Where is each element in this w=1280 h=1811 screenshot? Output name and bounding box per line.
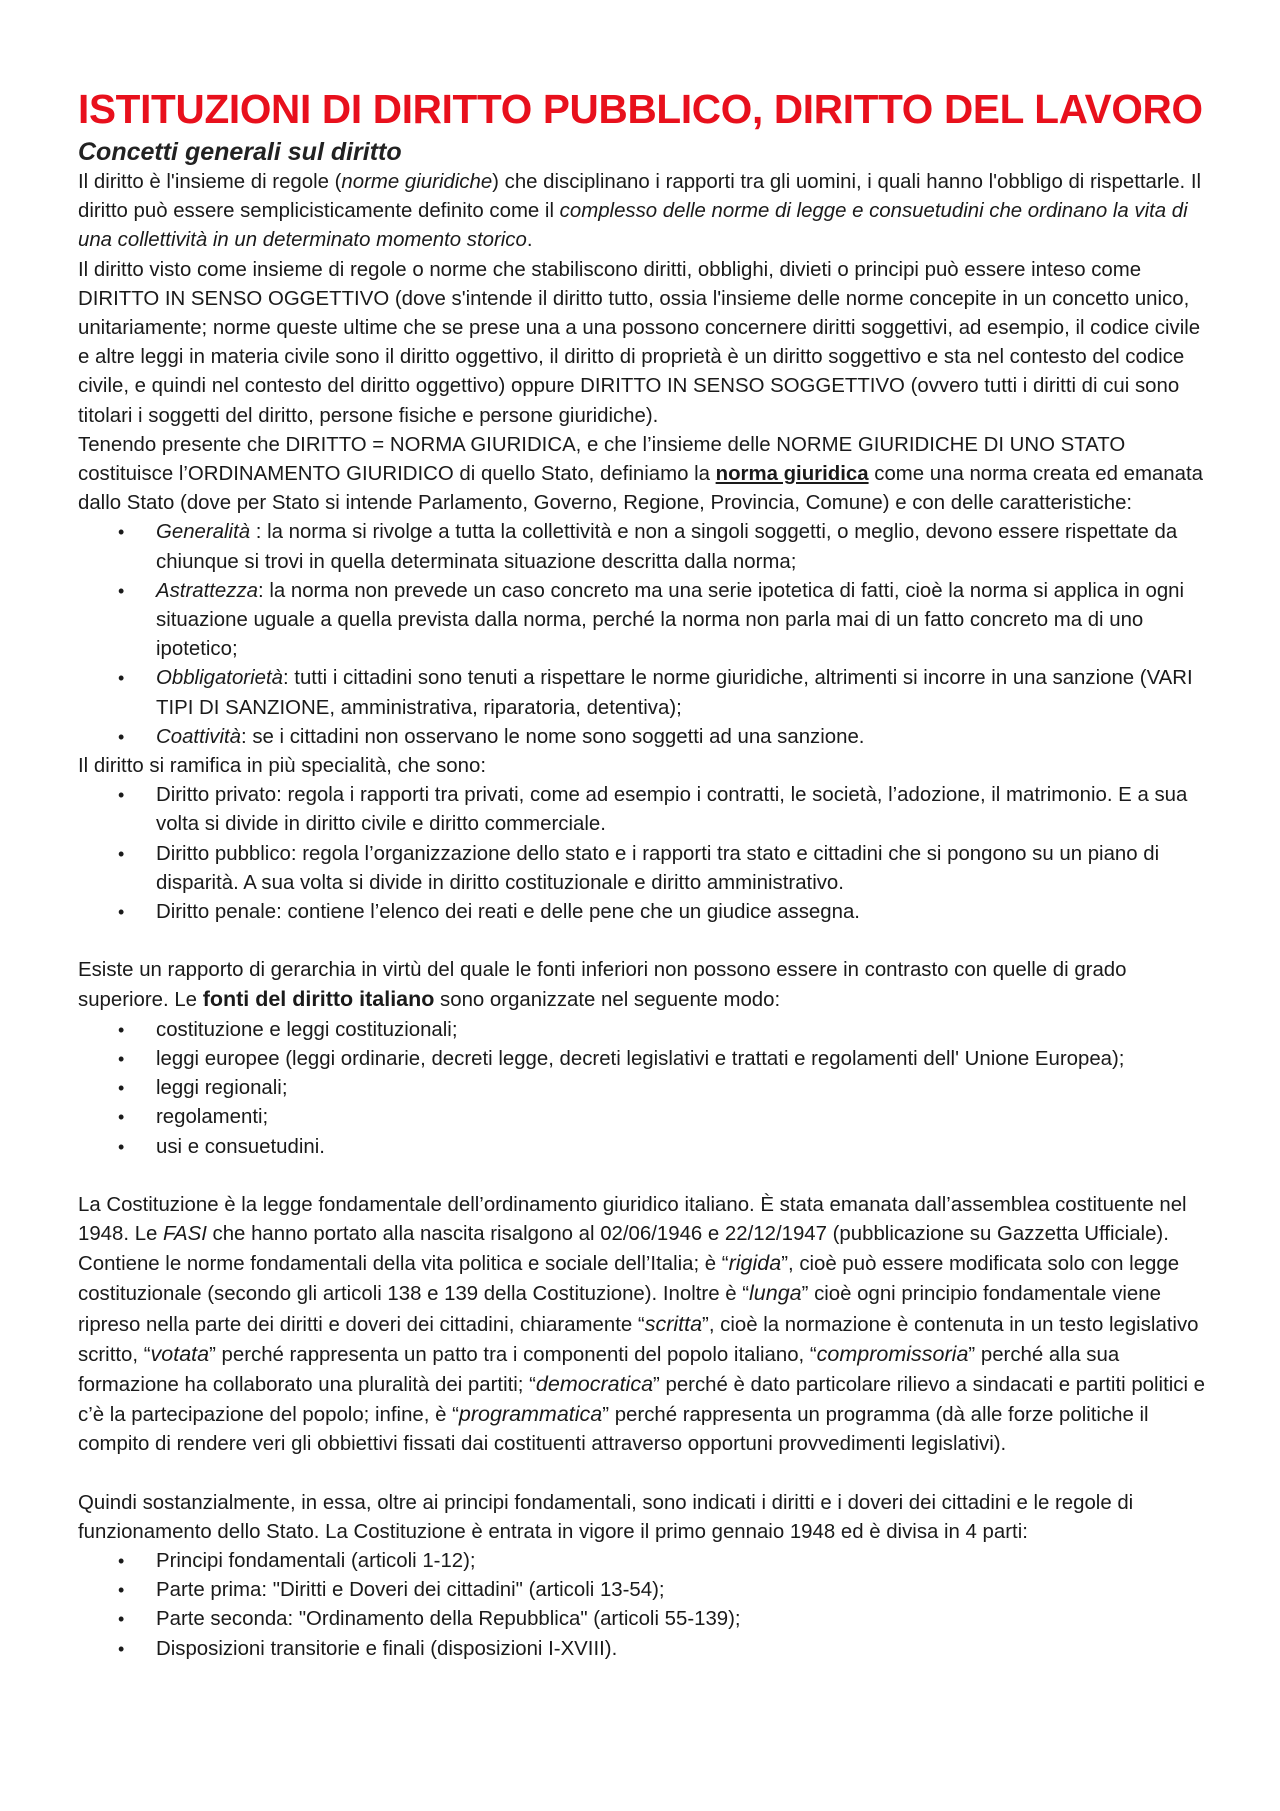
parts-list [78, 1547, 1208, 1664]
list-item: • regolamenti; [78, 1103, 1208, 1132]
bullet: • [118, 580, 125, 601]
paragraph-constitution: La Costituzione è la legge fondamentale dell’ordinamento giuridico italiano. È stata emanata dall’assemblea costituente nel 1948. Le FASI che hanno portato alla nascita risalgono al 02/06/1946 e 22/12/1947 (pubblicazione su Gazzetta Ufficiale). Contiene le norme fondamentali della vita politica e sociale dell’Italia; è “rigida”, cioè può essere modificata solo con legge costituzionale (secondo gli articoli 138 e 139 della Costituzione). Inoltre è “lunga” cioè ogni principio fondamentale viene ripreso nella parte dei diritti e doveri dei cittadini, chiaramente “scritta”, cioè la normazione è contenuta in un testo legislativo scritto, “votata” perché rappresenta un patto tra i componenti del popolo italiano, “compromissoria” perché alla sua formazione ha collaborato una pluralità dei partiti; “democratica” perché è dato particolare rilievo a sindacati e partiti politici e c’è la partecipazione del popolo; infine, è “programmatica” perché rappresenta un programma (dà alle forze politiche il compito di rendere veri gli obbiettivi fissati dai costituenti attraverso opportuni provvedimenti legislativi). [78, 1193, 1205, 1456]
list-item: • costituzione e leggi costituzionali; [78, 1016, 1208, 1045]
list-item: • Disposizioni transitorie e finali (disposizioni I-XVIII). [78, 1635, 1208, 1664]
list-item: • Obbligatorietà: tutti i cittadini sono tenuti a rispettare le norme giuridiche, altrimenti si incorre in una sanzione (VARI TIPI DI SANZIONE, amministrativa, riparatoria, detentiva); [78, 664, 1208, 722]
branches-list [78, 781, 1208, 927]
bullet: • [118, 785, 125, 806]
paragraph-gap [78, 1162, 1208, 1191]
characteristics-list [78, 518, 1208, 752]
paragraph-gap [78, 1460, 1208, 1489]
bullet: • [118, 668, 125, 689]
list-item: • leggi europee (leggi ordinarie, decreti legge, decreti legislativi e trattati e regolamenti dell' Unione Europea); [78, 1045, 1208, 1074]
list-item: • Diritto pubblico: regola l’organizzazione dello stato e i rapporti tra stato e cittadini che si pongono su un piano di disparità. A sua volta si divide in diritto costituzionale e diritto amministrativo. [78, 840, 1208, 898]
bullet: • [118, 843, 125, 864]
bullet: • [118, 1019, 125, 1040]
bullet: • [118, 726, 125, 747]
paragraph-objective-subjective: Il diritto visto come insieme di regole o norme che stabiliscono diritti, obblighi, divieti o principi può essere inteso come DIRITTO IN SENSO OGGETTIVO (dove s'intende il diritto tutto, ossia l'insieme delle norme concepite in un concetto unico, unitariamente; norme queste ultime che se prese una a una possono concernere diritti soggettivi, ad esempio, il codice civile e altre leggi in materia civile sono il diritto oggettivo, il diritto di proprietà è un diritto soggettivo e sta nel contesto del codice civile, e quindi nel contesto del diritto oggettivo) oppure DIRITTO IN SENSO SOGGETTIVO (ovvero tutti i diritti di cui sono titolari i soggetti del diritto, persone fisiche e persone giuridiche). [78, 258, 1201, 427]
bullet: • [118, 1048, 125, 1069]
bullet: • [118, 522, 125, 543]
paragraph-gap [78, 927, 1208, 956]
paragraph-branches-intro: Il diritto si ramifica in più specialità, che sono: [78, 755, 486, 778]
bullet: • [118, 1580, 125, 1601]
list-item: • Generalità : la norma si rivolge a tutta la collettività e non a singoli soggetti, o meglio, devono essere rispettate da chiunque si trovi in quella determinata situazione descritta dalla norma; [78, 518, 1208, 576]
paragraph-hierarchy: Esiste un rapporto di gerarchia in virtù del quale le fonti inferiori non possono essere in contrasto con quelle di grado superiore. Le fonti del diritto italiano sono organizzate nel seguente modo: [78, 959, 1127, 1012]
list-item: • Parte seconda: "Ordinamento della Repubblica" (articoli 55-139); [78, 1605, 1208, 1634]
section-subtitle: Concetti generali sul diritto [78, 138, 402, 166]
bullet: • [118, 1550, 125, 1571]
list-item: • Principi fondamentali (articoli 1-12); [78, 1547, 1208, 1576]
bullet: • [118, 902, 125, 923]
legal-norm-term: norma giuridica [715, 463, 869, 486]
sources-term: fonti del diritto italiano [202, 987, 435, 1012]
bullet: • [118, 1638, 125, 1659]
list-item: • usi e consuetudini. [78, 1133, 1208, 1162]
sources-list [78, 1016, 1208, 1162]
paragraph-constitution-parts: Quindi sostanzialmente, in essa, oltre ai principi fondamentali, sono indicati i diritti e i doveri dei cittadini e le regole di funzionamento dello Stato. La Costituzione è entrata in vigore il primo gennaio 1948 ed è divisa in 4 parti: [78, 1491, 1134, 1543]
paragraph-legal-norm: Tenendo presente che DIRITTO = NORMA GIURIDICA, e che l’insieme delle NORME GIURIDICHE DI UNO STATO costituisce l’ORDINAMENTO GIURIDICO di quello Stato, definiamo la norma giuridica come una norma creata ed emanata dallo Stato (dove per Stato si intende Parlamento, Governo, Regione, Provincia, Comune) e con delle caratteristiche: [78, 433, 1203, 515]
bullet: • [118, 1609, 125, 1630]
bullet: • [118, 1107, 125, 1128]
list-item: • Parte prima: "Diritti e Doveri dei cittadini" (articoli 13-54); [78, 1576, 1208, 1605]
list-item: • Diritto privato: regola i rapporti tra privati, come ad esempio i contratti, le società, l’adozione, il matrimonio. E a sua volta si divide in diritto civile e diritto commerciale. [78, 781, 1208, 839]
document-title: ISTITUZIONI DI DIRITTO PUBBLICO, DIRITTO DEL LAVORO [78, 86, 1203, 132]
list-item: • leggi regionali; [78, 1074, 1208, 1103]
list-item: • Diritto penale: contiene l’elenco dei reati e delle pene che un giudice assegna. [78, 898, 1208, 927]
bullet: • [118, 1136, 125, 1157]
bullet: • [118, 1078, 125, 1099]
list-item: • Astrattezza: la norma non prevede un caso concreto ma una serie ipotetica di fatti, cioè la norma si applica in ogni situazione uguale a quella prevista dalla norma, perché la norma non parla mai di un fatto concreto ma di uno ipotetico; [78, 577, 1208, 665]
paragraph-definition: Il diritto è l'insieme di regole (norme giuridiche) che disciplinano i rapporti tra gli uomini, i quali hanno l'obbligo di rispettarle. Il diritto può essere semplicisticamente definito come il complesso delle norme di legge e consuetudini che ordinano la vita di una collettività in un determinato momento storico. [78, 171, 1202, 252]
list-item: • Coattività: se i cittadini non osservano le nome sono soggetti ad una sanzione. [78, 723, 1208, 752]
